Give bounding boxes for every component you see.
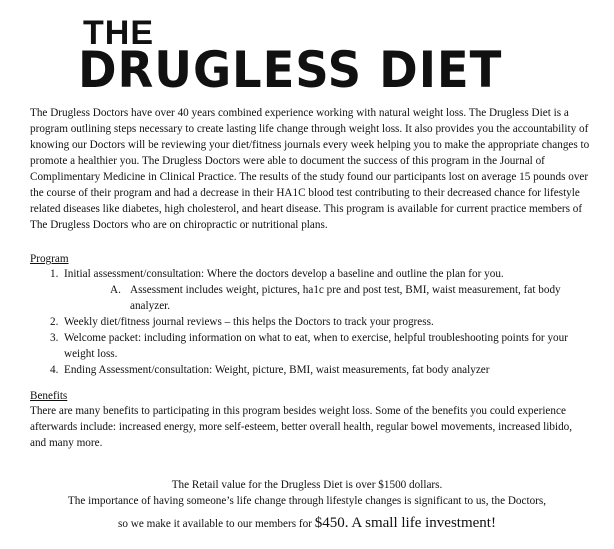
footer-offer-prefix: so we make it available to our members for: [118, 518, 315, 530]
program-heading: Program: [30, 253, 69, 265]
program-list: [30, 266, 590, 378]
list-item-text: Weekly diet/fitness journal reviews – this helps the Doctors to track your progress.: [64, 316, 434, 328]
footer-retail-value: The Retail value for the Drugless Diet is over $1500 dollars.: [171, 479, 443, 491]
list-item: [30, 330, 590, 362]
list-subitem: [30, 282, 590, 314]
title-the: THE: [83, 14, 154, 52]
benefits-heading: Benefits: [30, 390, 68, 402]
list-item-number: 4.: [50, 364, 59, 376]
list-item: [30, 362, 590, 378]
footer-importance: The importance of having someone’s life change through lifestyle changes is significant to us, the Doctors,: [67, 495, 547, 507]
footer-offer-suffix: A small life investment!: [348, 515, 496, 531]
list-item-number: A.: [110, 284, 121, 296]
intro-paragraph: The Drugless Doctors have over 40 years combined experience working with natural weight loss. The Drugless Diet is a program outlining steps necessary to create lasting life change through weight loss. It also provides you the accountability of knowing our Doctors will be reviewing your diet/fitness journals every week helping you to make the appropriate changes to promote a healthier you. The Drugless Doctors were able to document the success of this program in the Journal of Complimentary Medicine in Clinical Practice. The results of the study found our participants lost on average 15 pounds over the course of their program and had a decrease in their HA1C blood test contributing to their decreased chance for lifestyle related diseases like diabetes, high cholesterol, and heart disease. This program is available for current practice members of The Drugless Doctors who are on chiropractic or nutritional plans.: [30, 107, 590, 231]
footer-offer: [0, 512, 614, 535]
list-item-number: 1.: [50, 268, 59, 280]
list-item: [30, 266, 590, 282]
list-item-text: Initial assessment/consultation: Where the doctors develop a baseline and outline the plan for you.: [64, 268, 504, 280]
list-item: [30, 314, 590, 330]
list-item-number: 2.: [50, 316, 59, 328]
list-item-text: Ending Assessment/consultation: Weight, picture, BMI, waist measurements, fat body analyzer: [64, 364, 490, 376]
footer-price: $450.: [314, 515, 349, 531]
page-title: DRUGLESS DIET: [78, 41, 503, 99]
list-item-text: Welcome packet: including information on what to eat, when to exercise, helpful troubleshooting points for your weight loss.: [64, 332, 568, 360]
list-item-text: Assessment includes weight, pictures, ha1c pre and post test, BMI, waist measurement, fat body analyzer.: [130, 284, 561, 312]
list-item-number: 3.: [50, 332, 59, 344]
benefits-paragraph: There are many benefits to participating in this program besides weight loss. Some of the benefits you could experience afterwards include: increased energy, more self-esteem, better overall health, regular bowel movements, increased libido, and many more.: [30, 405, 573, 449]
